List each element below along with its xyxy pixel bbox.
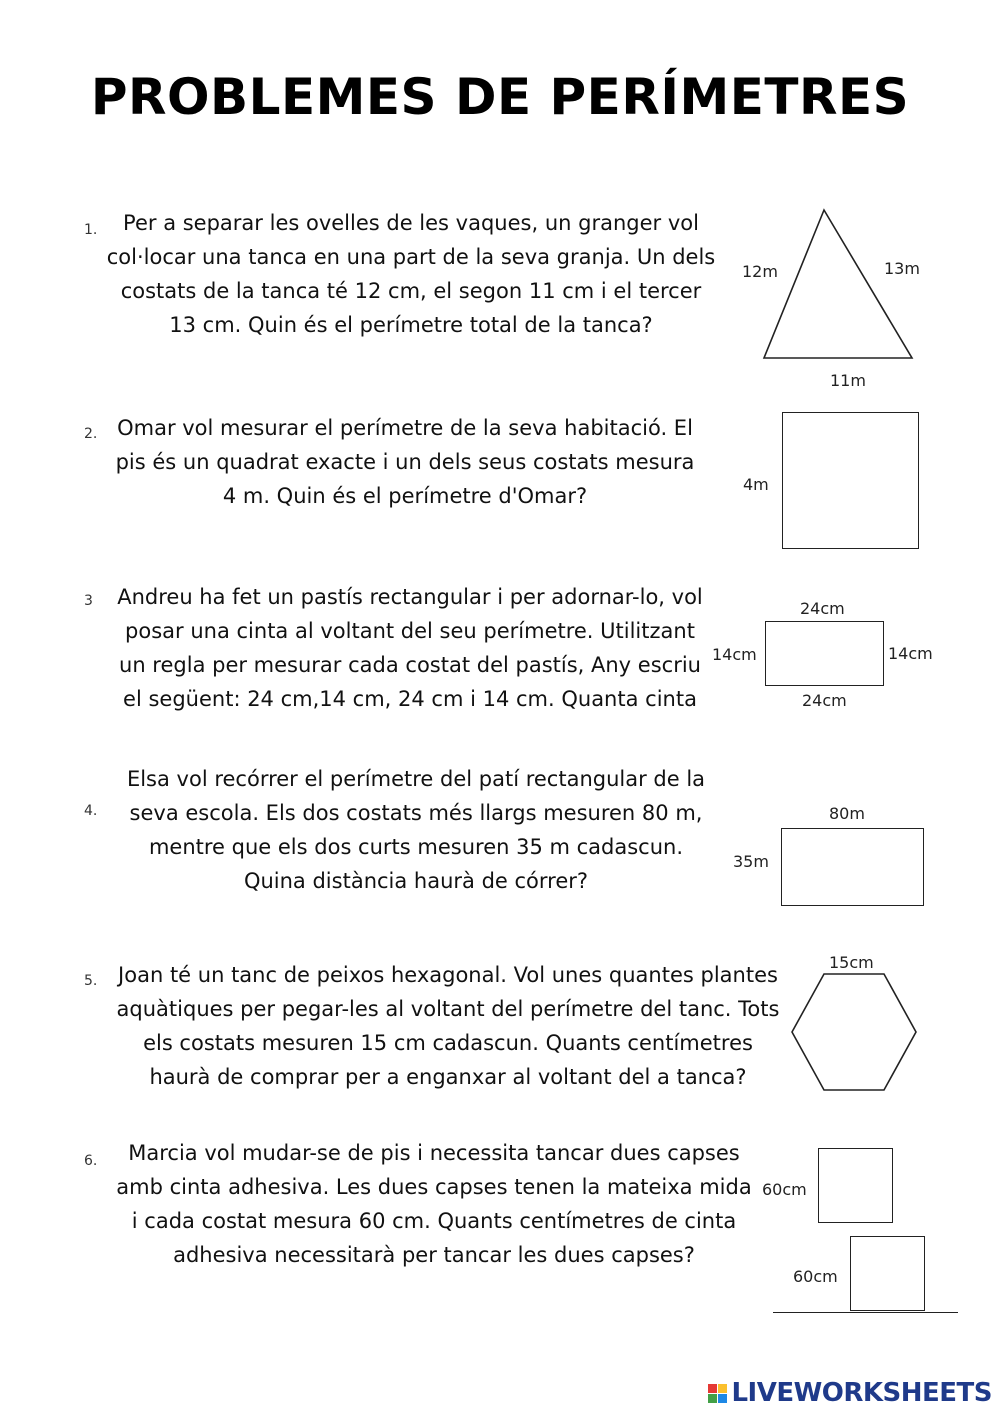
brand-name: LIVEWORKSHEETS [731, 1378, 992, 1408]
box-2-figure [850, 1236, 925, 1311]
patio-top-label: 80m [829, 804, 865, 823]
problem-1-line: 13 cm. Quin és el perímetre total de la tanca? [169, 313, 653, 337]
problem-4-line: Elsa vol recórrer el perímetre del patí rectangular de la [126, 767, 706, 791]
logo-square [718, 1384, 727, 1393]
problem-4-text [102, 762, 730, 898]
logo-square [708, 1384, 717, 1393]
logo-square [718, 1394, 727, 1403]
problem-4-line: mentre que els dos curts mesuren 35 m cadascun. [148, 835, 684, 859]
problem-2-line: pis és un quadrat exacte i un dels seus costats mesura [115, 450, 695, 474]
hexagon-figure [788, 972, 920, 1094]
box-1-label: 60cm [762, 1180, 807, 1199]
problem-1-line: costats de la tanca té 12 cm, el segon 11 cm i el tercer [120, 279, 702, 303]
problem-6-line: Marcia vol mudar-se de pis i necessita tancar dues capses [128, 1141, 740, 1165]
cake-top-label: 24cm [800, 599, 845, 618]
cake-right-label: 14cm [888, 644, 933, 663]
problem-5-text [98, 958, 798, 1094]
triangle-base-label: 11m [830, 371, 866, 390]
problem-5-line: haurà de comprar per a enganxar al voltant del a tanca? [149, 1065, 747, 1089]
hexagon-shape [792, 974, 916, 1090]
patio-side-label: 35m [733, 852, 769, 871]
problem-3-text [96, 580, 724, 716]
problem-5-line: els costats mesuren 15 cm cadascun. Quants centímetres [143, 1031, 753, 1055]
problem-6-line: adhesiva necessitarà per tancar les dues capses? [173, 1243, 695, 1267]
liveworksheets-logo [708, 1378, 992, 1408]
problem-2-text [96, 411, 714, 513]
problem-2-line: 4 m. Quin és el perímetre d'Omar? [222, 484, 588, 508]
triangle-left-label: 12m [742, 262, 778, 281]
problem-2-number: 2. [84, 426, 98, 442]
triangle-shape [764, 210, 912, 358]
problem-4-number: 4. [84, 803, 98, 819]
hexagon-side-label: 15cm [829, 953, 874, 972]
problem-6-number: 6. [84, 1153, 98, 1169]
problem-3-line: Andreu ha fet un pastís rectangular i per adornar-lo, vol [117, 585, 703, 609]
triangle-figure [760, 208, 920, 363]
cake-left-label: 14cm [712, 645, 757, 664]
box-1-figure [818, 1148, 893, 1223]
cake-bottom-label: 24cm [802, 691, 847, 710]
problem-6-line: i cada costat mesura 60 cm. Quants centímetres de cinta [131, 1209, 737, 1233]
problem-1-line: col·locar una tanca en una part de la seva granja. Un dels [106, 245, 716, 269]
problem-1-line: Per a separar les ovelles de les vaques, un granger vol [123, 211, 699, 235]
problem-5-line: Joan té un tanc de peixos hexagonal. Vol unes quantes plantes [118, 963, 778, 987]
logo-square [708, 1394, 717, 1403]
cake-rectangle-figure [765, 621, 884, 686]
patio-rectangle-figure [781, 828, 924, 906]
problem-4-line: seva escola. Els dos costats més llargs mesuren 80 m, [129, 801, 703, 825]
problem-5-number: 5. [84, 973, 98, 989]
logo-icon [708, 1384, 727, 1403]
problem-2-line: Omar vol mesurar el perímetre de la seva habitació. El [117, 416, 693, 440]
problem-5-line: aquàtiques per pegar-les al voltant del perímetre del tanc. Tots [116, 997, 780, 1021]
problem-3-line: un regla per mesurar cada costat del pastís, Any escriu [119, 653, 701, 677]
problem-3-number: 3 [84, 593, 93, 609]
page-title: PROBLEMES DE PERÍMETRES [90, 68, 910, 126]
problem-3-line: posar una cinta al voltant del seu perímetre. Utilitzant [125, 619, 695, 643]
triangle-right-label: 13m [884, 259, 920, 278]
problem-4-line: Quina distància haurà de córrer? [243, 869, 589, 893]
square-side-label: 4m [743, 475, 769, 494]
problem-6-line: amb cinta adhesiva. Les dues capses tenen la mateixa mida [116, 1175, 752, 1199]
problem-1-text [90, 206, 732, 342]
problem-3-line: el següent: 24 cm,14 cm, 24 cm i 14 cm. Quanta cinta [123, 687, 697, 711]
problem-6-text [100, 1136, 768, 1272]
box-2-label: 60cm [793, 1267, 838, 1286]
ground-line [773, 1312, 958, 1313]
square-figure [782, 412, 919, 549]
problem-1-number: 1. [84, 222, 98, 238]
